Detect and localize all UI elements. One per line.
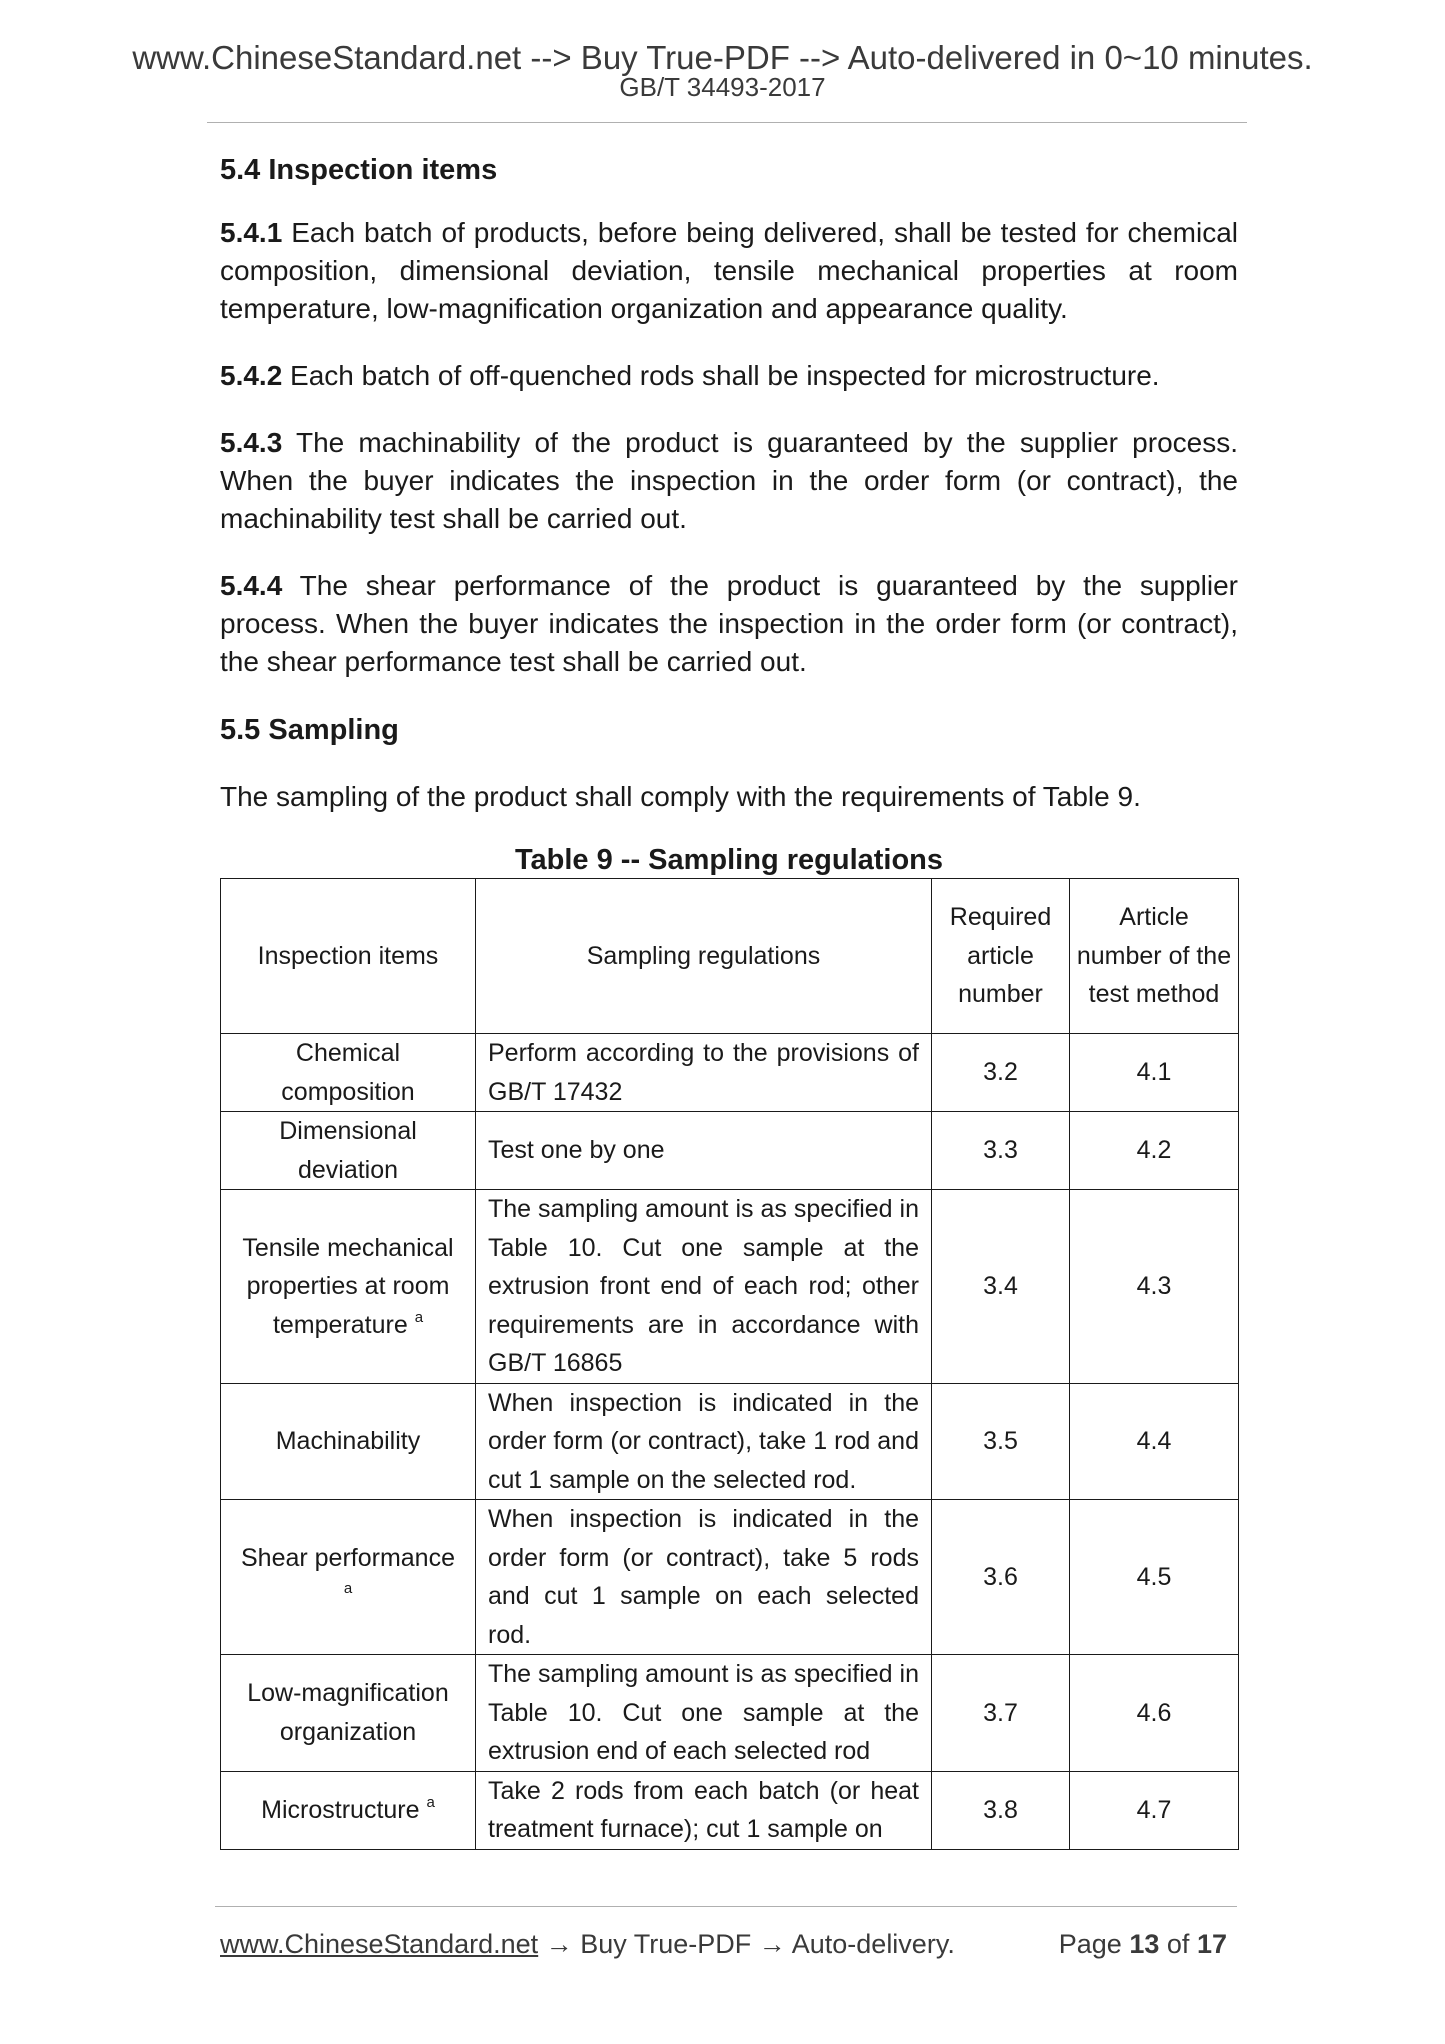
total-pages: 17 xyxy=(1196,1929,1227,1959)
page-content xyxy=(220,150,1238,1850)
footnote-marker: a xyxy=(426,1793,435,1811)
test-method-article-cell: 4.6 xyxy=(1070,1655,1239,1772)
table-row xyxy=(221,1190,1239,1384)
header-inspection-items: Inspection items xyxy=(221,879,476,1034)
footer-promo xyxy=(220,1927,955,1961)
sampling-regulation-cell: When inspection is indicated in the order form (or contract), take 1 rod and cut 1 sample on the selected rod. xyxy=(476,1383,932,1500)
inspection-item-cell: Dimensional deviation xyxy=(221,1112,476,1190)
header-site-line: www.ChineseStandard.net --> Buy True-PDF --> Auto-delivered in 0~10 minutes. xyxy=(132,39,1313,76)
page-number: Page 13 of 17 xyxy=(1058,1929,1227,1959)
footnote-marker: a xyxy=(414,1308,424,1326)
sampling-regulation-cell: Test one by one xyxy=(476,1112,932,1190)
table-row xyxy=(221,1383,1239,1500)
header-divider xyxy=(207,122,1247,123)
sampling-regulation-cell: The sampling amount is as specified in Table 10. Cut one sample at the extrusion front end of each rod; other requirements are in accordance with GB/T 16865 xyxy=(476,1190,932,1384)
clause-text: Each batch of off-quenched rods shall be inspected for microstructure. xyxy=(282,360,1160,391)
required-article-cell: 3.5 xyxy=(932,1383,1070,1500)
header-required-article: Required article number xyxy=(932,879,1070,1034)
test-method-article-cell: 4.1 xyxy=(1070,1034,1239,1112)
table-row xyxy=(221,1034,1239,1112)
footer-site-link[interactable]: www.ChineseStandard.net xyxy=(220,1929,539,1959)
table-row xyxy=(221,1500,1239,1655)
header-test-method-article: Article number of the test method xyxy=(1070,879,1239,1034)
clause-number: 5.4.2 xyxy=(220,360,283,391)
required-article-cell: 3.8 xyxy=(932,1771,1070,1849)
clause-5-4-2 xyxy=(220,357,1238,395)
header-sampling-regulations: Sampling regulations xyxy=(476,879,932,1034)
clause-text: The shear performance of the product is guaranteed by the supplier process. When the buyer indicates the inspection in the order form (or contract), the shear performance test shall be carried out. xyxy=(220,570,1238,677)
sampling-regulation-cell: Perform according to the provisions of GB/T 17432 xyxy=(476,1034,932,1112)
clause-text: The machinability of the product is guaranteed by the supplier process. When the buyer indicates the inspection in the order form (or contract), the machinability test shall be carried out. xyxy=(220,427,1238,534)
clause-5-4-4 xyxy=(220,567,1238,681)
inspection-item-cell: Chemical composition xyxy=(221,1034,476,1112)
footnote-marker: a xyxy=(343,1580,353,1597)
test-method-article-cell: 4.2 xyxy=(1070,1112,1239,1190)
inspection-item-cell: Low-magnification organization xyxy=(221,1655,476,1772)
required-article-cell: 3.6 xyxy=(932,1500,1070,1655)
footer-divider xyxy=(215,1906,1237,1907)
table-row xyxy=(221,1771,1239,1849)
inspection-item-cell: Tensile mechanical properties at room temperature $^a$ xyxy=(221,1190,476,1384)
inspection-item-cell: Microstructure $^a$ xyxy=(221,1771,476,1849)
sampling-table xyxy=(220,878,1239,1850)
clause-text: Each batch of products, before being delivered, shall be tested for chemical composition, dimensional deviation, tensile mechanical properties at room temperature, low-magnification organization and appearance quality. xyxy=(220,217,1238,324)
table-title: Table 9 -- Sampling regulations xyxy=(514,844,944,876)
clause-5-4-3 xyxy=(220,424,1238,538)
section-5-5-heading: 5.5 Sampling xyxy=(220,714,399,746)
clause-number: 5.4.1 xyxy=(220,217,283,248)
table-header-row xyxy=(221,879,1239,1034)
table-row xyxy=(221,1655,1239,1772)
test-method-article-cell: 4.4 xyxy=(1070,1383,1239,1500)
required-article-cell: 3.3 xyxy=(932,1112,1070,1190)
required-article-cell: 3.2 xyxy=(932,1034,1070,1112)
sampling-intro: The sampling of the product shall comply with the requirements of Table 9. xyxy=(220,781,1141,812)
test-method-article-cell: 4.7 xyxy=(1070,1771,1239,1849)
required-article-cell: 3.4 xyxy=(932,1190,1070,1384)
section-5-4-heading: 5.4 Inspection items xyxy=(220,154,498,186)
sampling-regulation-cell: The sampling amount is as specified in Table 10. Cut one sample at the extrusion end of each selected rod xyxy=(476,1655,932,1772)
sampling-regulation-cell: Take 2 rods from each batch (or heat treatment furnace); cut 1 sample on xyxy=(476,1771,932,1849)
sampling-regulation-cell: When inspection is indicated in the order form (or contract), take 5 rods and cut 1 sample on each selected rod. xyxy=(476,1500,932,1655)
test-method-article-cell: 4.5 xyxy=(1070,1500,1239,1655)
footer-promo-text: → Buy True-PDF → Auto-delivery. xyxy=(538,1929,955,1959)
clause-5-4-1 xyxy=(220,214,1238,328)
required-article-cell: 3.7 xyxy=(932,1655,1070,1772)
header-standard-code: GB/T 34493-2017 xyxy=(619,72,826,102)
inspection-item-cell: Machinability xyxy=(221,1383,476,1500)
current-page: 13 xyxy=(1129,1929,1160,1959)
inspection-item-cell: Shear performance $^a$ xyxy=(221,1500,476,1655)
clause-number: 5.4.4 xyxy=(220,570,283,601)
table-row xyxy=(221,1112,1239,1190)
test-method-article-cell: 4.3 xyxy=(1070,1190,1239,1384)
clause-number: 5.4.3 xyxy=(220,427,283,458)
